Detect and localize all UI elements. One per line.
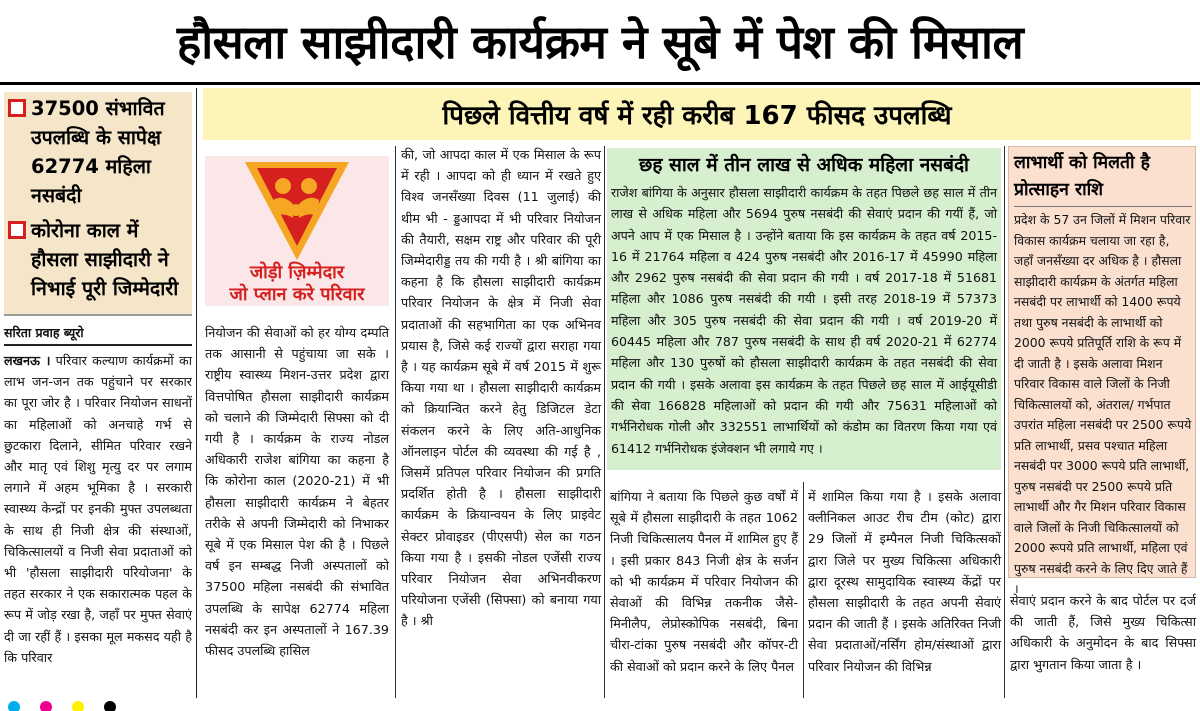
highlight-item [8,94,188,210]
subheadline: पिछले वित्तीय वर्ष में रही करीब 167 फीसद उपलब्धि [203,88,1191,140]
pink-box-title: लाभार्थी को मिलती है प्रोत्साहन राशि [1014,153,1150,200]
yellow-registration-dot [72,701,84,711]
black-registration-dot [104,701,116,711]
article-column-3: की, जो आपदा काल में एक मिसाल के रूप में रही । आपदा को ही ध्यान में रखते हुए विश्व जनसँख्या दिवस (11 जुलाई) की थीम भी - ड्डआपदा में भी परिवार नियोजन की तैयारी, सक्षम राष्ट्र और परिवार की पूरी जिम्मेदारीड्ड तय की गयी है । श्री बांगिया का कहना है कि हौसला साझीदारी कार्यक्रम परिवार नियोजन के क्षेत्र में निजी सेवा प्रदाताओं की सहभागिता का एक अभिनव प्रयास है, जिसे कई राज्यों द्वारा सराहा गया है । यह कार्यक्रम सूबे में वर्ष 2015 में शुरू किया गया था । हौसला साझीदारी कार्यक्रम को क्रियान्वित करने हेतु डिजिटल डेटा संकलन करने के लिए अति-आधुनिक ऑनलाइन पोर्टल की व्यवस्था की गई है , जिसमें प्रतिपल परिवार नियोजन की प्रगति प्रदर्शित होती है । हौसला साझीदारी कार्यक्रम के क्रियान्वयन के लिए प्राइवेट सेक्टर प्रोवाइडर (पीएसपी) सेल का गठन किया गया है । इसकी नोडल एजेंसी राज्य परिवार नियोजन सेवा अभिनवीकरण परियोजना एजेंसी (सिफ्सा) को बनाया गया है । श्री [401,147,601,629]
column-divider [1004,146,1005,698]
highlight-text: कोरोना काल में हौसला साझीदारी ने निभाई पूरी जिम्मेदारी [31,219,179,300]
dateline: लखनऊ । [4,353,51,368]
column-divider [196,88,197,698]
article-column-4: बांगिया ने बताया कि पिछले कुछ वर्षों में सूबे में हौसला साझीदारी के तहत 1062 निजी चिकित्सालय पैनल में शामिल हुए हैं । इसी प्रकार 843 निजी क्षेत्र के सर्जन को भी कार्यक्रम में परिवार नियोजन की सेवाओं की विभिन्न तकनीक जैसे- मिनीलैप, लेप्रोस्कोपिक नसबंदी, बिना चीरा-टांका पुरुष नसबंदी और कॉपर-टी की सेवाओं को प्रदान करने के लिए पैनल [610,489,798,674]
print-registration-marks [8,701,116,711]
column-divider [604,146,605,698]
logo-text-line2: जो प्लान करे परिवार [229,284,365,305]
article-column-1 [4,350,192,700]
pink-box-divider [1014,206,1192,207]
byline-divider [4,344,192,346]
family-planning-logo [205,156,389,306]
headline-divider [0,82,1200,85]
article-column-6: सेवाएं प्रदान करने के बाद पोर्टल पर दर्ज की जाती हैं, जिसे मुख्य चिकित्सा अधिकारी के अनुमोदन के बाद सिफ्सा द्वारा भुगतान किया जाता है । [1010,593,1196,672]
article-text: परिवार कल्याण कार्यक्रमों का लाभ जन-जन तक पहुंचाने पर सरकार का पूरा जोर है । परिवार नियोजन साधनों का महिलाओं को अनचाहे गर्भ से छुटकारा दिलाने, सीमित परिवार रखने और मातृ एवं शिशु मृत्यु दर पर लगाम लगाने में अहम भूमिका है । सरकारी स्वास्थ्य केन्द्रों पर इनकी मुफ्त उपलब्धता के साथ ही निजी क्षेत्र की संस्थाओं, चिकित्सालयों व निजी सेवा प्रदाताओं को भी 'हौसला साझीदारी परियोजना' के तहत सरकार ने एक सकारात्मक पहल के रूप में जोड़ रखा है, जहाँ पर मुफ्त सेवाएं दी जा रहीं हैं । इसका मूल मकसद यही है कि परिवार [4,353,192,665]
highlights-box [4,92,192,316]
pink-box-text: प्रदेश के 57 उन जिलों में मिशन परिवार विकास कार्यक्रम चलाया जा रहा है, जहाँ जनसँख्या दर अधिक है । हौसला साझीदारी कार्यक्रम के अंतर्गत महिला नसबंदी पर लाभार्थी को 1400 रूपये तथा पुरुष नसबंदी के लाभार्थी को 2000 रूपये प्रतिपूर्ति राशि के रूप में दी जाती है । इसके अलावा मिशन परिवार विकास वाले जिलों के निजी चिकित्सालयों को, अंतराल/ गर्भपात उपरांत महिला नसबंदी पर 2500 रूपये प्रति लाभार्थी, प्रसव पश्चात महिला नसबंदी पर 3000 रूपये प्रति लाभार्थी, पुरुष नसबंदी पर 2500 रूपये प्रति लाभार्थी और गैर मिशन परिवार विकास वाले जिलों के निजी चिकित्सालयों को 2000 रूपये प्रति लाभार्थी, महिला एवं पुरुष नसबंदी करने के लिए दिए जाते हैं । [1014,212,1192,596]
column-divider [803,482,804,698]
highlight-text: 37500 संभावित उपलब्धि के सापेक्ष 62774 महिला नसबंदी [31,97,165,207]
highlight-item [8,216,188,303]
article-column-5: में शामिल किया गया है । इसके अलावा क्लीनिकल आउट रीच टीम (कोट) द्वारा 29 जिलों में इम्पैनल निजी चिकित्सकों द्वारा जिले पर मुख्य चिकित्सा अधिकारी द्वारा दूरस्थ सामुदायिक स्वास्थ्य केंद्रों पर हौसला साझीदारी के तहत अपनी सेवाएं प्रदान की जाती हैं । इसके अतिरिक्त निजी सेवा प्रदाताओं/नर्सिंग होम/संस्थाओं द्वारा परिवार नियोजन की विभिन्न [808,489,1001,674]
checkbox-bullet-icon [8,221,26,239]
page-headline: हौसला साझीदारी कार्यक्रम ने सूबे में पेश की मिसाल [176,15,1024,69]
checkbox-bullet-icon [8,99,26,117]
cyan-registration-dot [8,701,20,711]
magenta-registration-dot [40,701,52,711]
green-box-title: छह साल में तीन लाख से अधिक महिला नसबंदी [639,154,969,176]
byline: सरिता प्रवाह ब्यूरो [4,325,84,340]
logo-text-line1: जोड़ी ज़िम्मेदार [249,262,345,283]
green-box-text: राजेश बांगिया के अनुसार हौसला साझीदारी कार्यक्रम के तहत पिछले छह साल में तीन लाख से अधिक महिला और 5694 पुरुष नसबंदी की सेवाएं प्रदान की गयीं हैं, जो अपने आप में एक मिसाल है । उन्होंने बताया कि इस कार्यक्रम के तहत वर्ष 2015-16 में 21764 महिला व 424 पुरुष नसबंदी और 2016-17 में 45990 महिला और 2962 पुरुष नसबंदी की सेवा प्रदान की गयी । वर्ष 2017-18 में 51681 महिला और 1086 पुरुष नसबंदी की गयी । इसी तरह 2018-19 में 57373 महिला और 305 पुरुष नसबंदी की सेवा प्रदान की गयी । वर्ष 2019-20 में 60445 महिला और 787 पुरुष नसबंदी के साथ ही वर्ष 2020-21 में 62774 महिला और 130 पुरुषों को हौसला साझीदारी कार्यक्रम के तहत नसबंदी की सेवा प्रदान की गयी । इसके अलावा इस कार्यक्रम के तहत पिछले छह साल में आईयूसीडी की सेवा 166828 महिलाओं को प्रदान की गयी और 75631 महिलाओं को गर्भनिरोधक गोली और 332551 लाभार्थियों को कंडोम का वितरण किया गया एवं 61412 गर्भनिरोधक इंजेक्शन भी लगाये गए । [611,185,997,456]
column-divider [395,146,396,698]
family-triangle-icon [243,160,351,262]
article-column-2: नियोजन की सेवाओं को हर योग्य दम्पति तक आसानी से पहुंचाया जा सके । राष्ट्रीय स्वास्थ्य मिशन-उत्तर प्रदेश द्वारा वित्तपोषित हौसला साझीदारी कार्यक्रम को चलाने की जिम्मेदारी सिफ्सा को दी गयी है । कार्यक्रम के राज्य नोडल अधिकारी राजेश बांगिया का कहना है कि कोरोना काल (2020-21) में भी हौसला साझीदारी कार्यक्रम ने बेहतर तरीके से अपनी जिम्मेदारी को निभाकर सूबे में एक मिसाल पेश की है । पिछले वर्ष इन सम्बद्ध निजी अस्पतालों को 37500 महिला नसबंदी की संभावित उपलब्धि के सापेक्ष 62774 महिला नसबंदी कर इन अस्पतालों ने 167.39 फीसद उपलब्धि हासिल [205,325,389,659]
